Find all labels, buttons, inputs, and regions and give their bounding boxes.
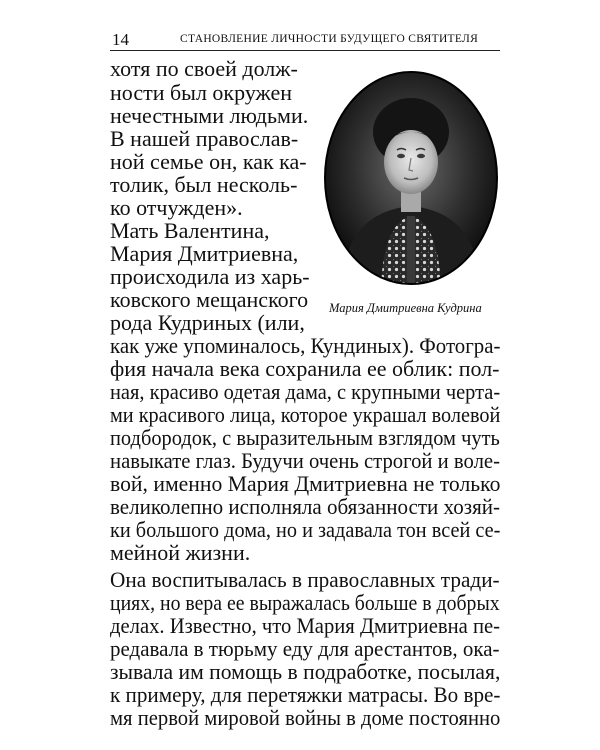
text-line: ной семье он, как ка- xyxy=(110,149,307,174)
running-title: СТАНОВЛЕНИЕ ЛИЧНОСТИ БУДУЩЕГО СВЯТИТЕЛЯ xyxy=(180,33,479,45)
text-line: толик, был несколь- xyxy=(110,172,298,197)
text-line: ки большого дома, но и задавала тон всей се- xyxy=(110,517,501,542)
text-line: ми красивого лица, которое украшал волевой xyxy=(110,402,501,427)
text-line: зывала им помощь в подработке, посылая, xyxy=(110,659,501,684)
text-line: нечестными людьми. xyxy=(110,103,309,128)
text-line: циях, но вера ее выражалась больше в добрых xyxy=(110,590,500,615)
text-line: к примеру, для перетяжки матрасы. Во вре- xyxy=(110,682,501,707)
text-line: великолепно исполняла обязанности хозяй- xyxy=(110,494,501,519)
text-line: Она воспитывалась в православных тради- xyxy=(110,567,500,592)
text-line: навыкате глаз. Будучи очень строгой и воле- xyxy=(110,448,500,473)
text-line: фия начала века сохранила ее облик: пол- xyxy=(110,356,500,381)
text-line: В нашей православ- xyxy=(110,126,299,151)
text-line: редавала в тюрьму еду для арестантов, ока- xyxy=(110,636,500,661)
page-number: 14 xyxy=(112,30,129,49)
text-line: рода Кудриных (или, xyxy=(110,310,305,335)
text-line: мя первой мировой войны в доме постоянно xyxy=(110,705,501,730)
text-line: как уже упоминалось, Кундиных). Фотогра- xyxy=(110,333,501,358)
portrait-photo xyxy=(323,70,499,286)
figure-caption: Мария Дмитриевна Кудрина xyxy=(329,301,482,315)
text-line: подбородок, с выразительным взглядом чуть xyxy=(110,425,500,450)
page-header xyxy=(110,28,500,51)
text-line: Мария Дмитриевна, xyxy=(110,241,299,266)
text-line: происходила из харь- xyxy=(110,264,310,289)
text-line: Мать Валентина, xyxy=(110,218,270,243)
text-line: делах. Известно, что Мария Дмитриевна пе- xyxy=(110,613,501,638)
text-line: ная, красиво одетая дама, с крупными черта- xyxy=(110,379,501,404)
text-line: вой, именно Мария Дмитриевна не только xyxy=(110,471,501,496)
text-line: ности был окружен xyxy=(110,80,292,105)
text-line: мейной жизни. xyxy=(110,540,251,565)
text-line: ковского мещанского xyxy=(110,287,309,312)
text-line: ко отчужден». xyxy=(110,195,243,220)
text-line: хотя по своей долж- xyxy=(110,56,298,81)
